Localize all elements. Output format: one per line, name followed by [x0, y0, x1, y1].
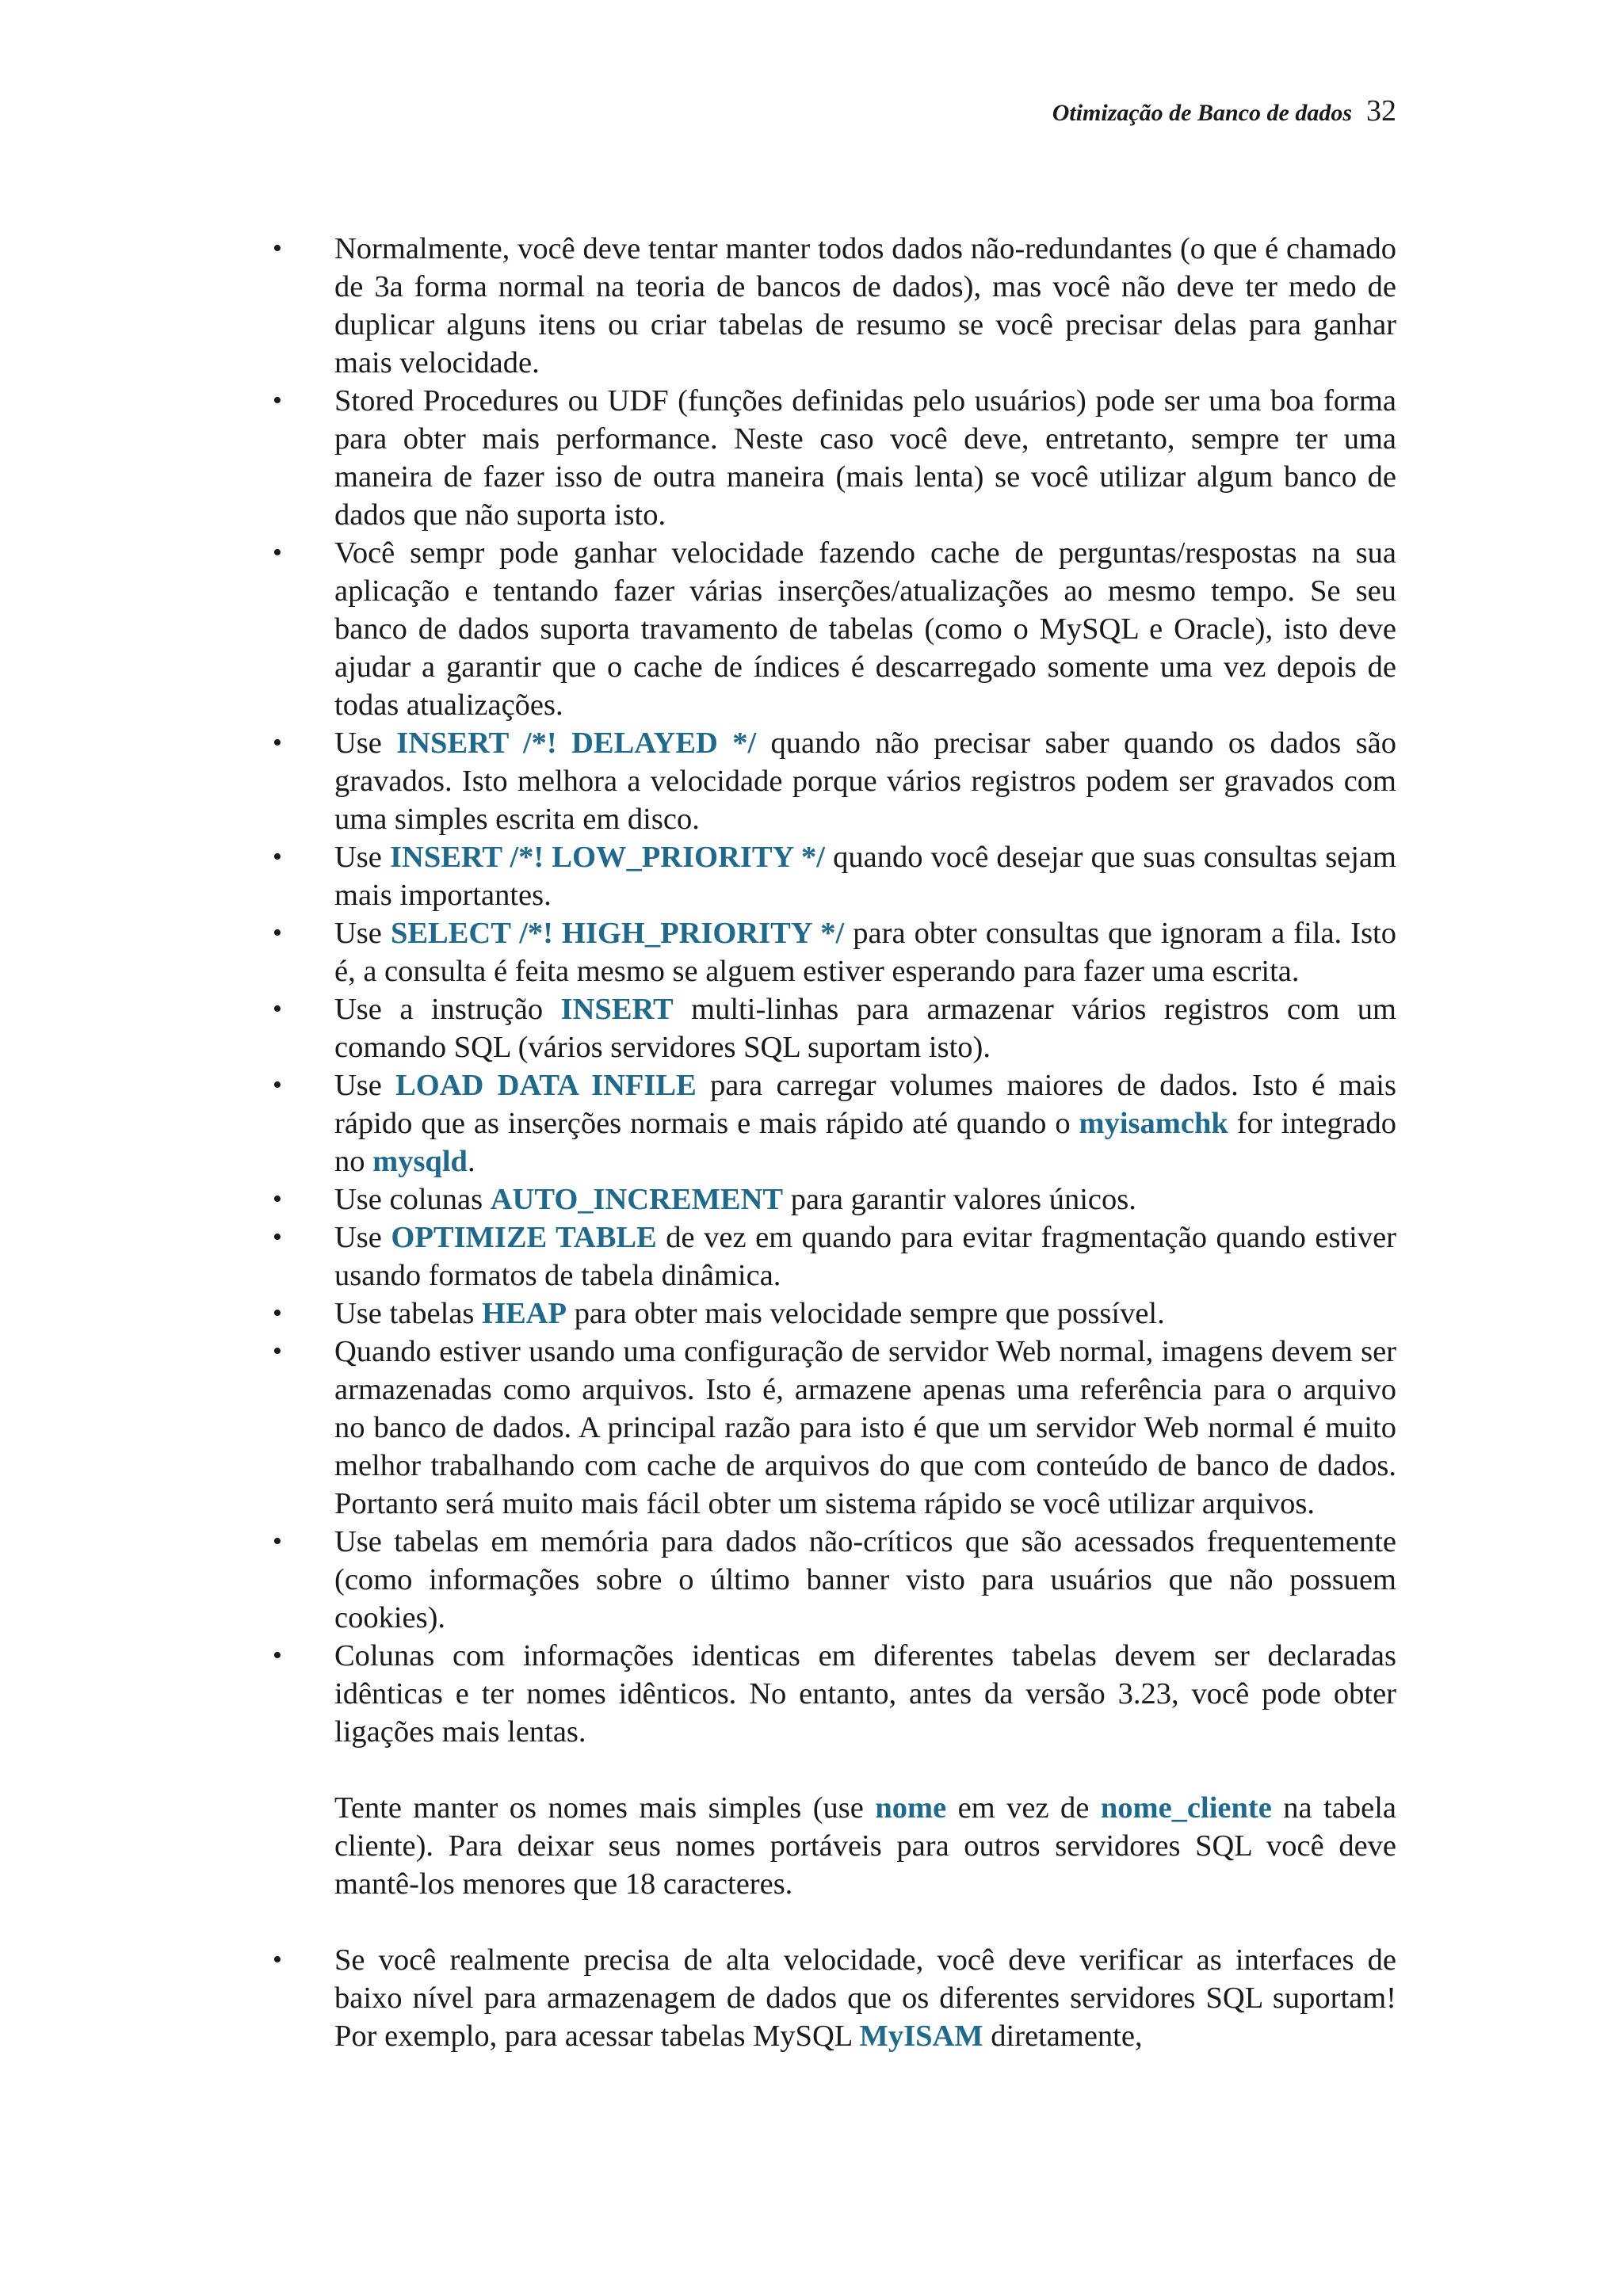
- bullet-icon: •: [273, 538, 282, 567]
- text-run: Use: [334, 1221, 391, 1254]
- sql-keyword: LOAD DATA INFILE: [395, 1069, 697, 1102]
- bullet-icon: •: [273, 994, 282, 1024]
- list-item: [262, 724, 1396, 838]
- text-run: Tente manter os nomes mais simples (use: [334, 1791, 876, 1825]
- text-run: Você sempr pode ganhar velocidade fazendo cache de perguntas/respostas na sua aplicação e tentando fazer várias inserções/atualizações ao mesmo tempo. Se seu banco de dados suporta travamento de tabelas (como o MySQL e Oracle), isto deve ajudar a garantir que o cache de índices é descarregado somente uma vez depois de todas atualizações.: [334, 536, 1396, 722]
- sql-keyword: SELECT /*! HIGH_PRIORITY */: [390, 917, 845, 950]
- running-header-title: Otimização de Banco de dados: [1052, 100, 1352, 126]
- sql-keyword: HEAP: [482, 1297, 567, 1330]
- list-item: [262, 838, 1396, 914]
- text-run: Use tabelas: [334, 1297, 483, 1330]
- text-run: para garantir valores únicos.: [783, 1183, 1136, 1216]
- list-item: [262, 1523, 1396, 1637]
- bullet-icon: •: [273, 386, 282, 415]
- list-item: [262, 1180, 1396, 1219]
- sql-keyword: MyISAM: [859, 2019, 983, 2053]
- list-item: [262, 1637, 1396, 1751]
- list-item: [262, 1295, 1396, 1333]
- text-run: .: [467, 1145, 475, 1178]
- list-item: [262, 914, 1396, 990]
- list-item: [262, 1941, 1396, 2055]
- bullet-list-continued: [262, 1941, 1396, 2055]
- bullet-icon: •: [273, 1222, 282, 1252]
- text-run: quando não precisar saber quando os dados são gravados. Isto melhora a velocidade porque vários registros podem ser gravados com uma simples escrita em disco.: [334, 727, 1396, 836]
- page-body: [262, 230, 1396, 2055]
- bullet-icon: •: [273, 918, 282, 948]
- bullet-list: [262, 230, 1396, 1751]
- text-run: Stored Procedures ou UDF (funções definidas pelo usuários) pode ser uma boa forma para obter mais performance. Neste caso você deve, entretanto, sempre ter uma maneira de fazer isso de outra maneira (mais lenta) se você utilizar algum banco de dados que não suporta isto.: [334, 384, 1396, 532]
- list-item: [262, 1219, 1396, 1295]
- bullet-icon: •: [273, 842, 282, 871]
- list-item: [262, 534, 1396, 724]
- sql-keyword: nome_cliente: [1100, 1791, 1272, 1825]
- text-run: Use tabelas em memória para dados não-críticos que são acessados frequentemente (como informações sobre o último banner visto para usuários que não possuem cookies).: [334, 1525, 1396, 1634]
- bullet-icon: •: [273, 1945, 282, 1974]
- sql-keyword: myisamchk: [1079, 1107, 1228, 1140]
- text-run: for integrado no: [334, 1107, 1396, 1178]
- bullet-icon: •: [273, 1070, 282, 1100]
- page-number: 32: [1366, 94, 1396, 128]
- text-run: multi-linhas para armazenar vários registros com um comando SQL (vários servidores SQL suportam isto).: [334, 993, 1396, 1064]
- bullet-icon: •: [273, 1527, 282, 1556]
- text-run: Use: [334, 727, 397, 760]
- list-item: [262, 230, 1396, 382]
- sql-keyword: mysqld: [372, 1145, 468, 1178]
- text-run: Use: [334, 841, 391, 874]
- text-run: Use: [334, 917, 391, 950]
- text-run: Normalmente, você deve tentar manter todos dados não-redundantes (o que é chamado de 3a forma normal na teoria de bancos de dados), mas você não deve ter medo de duplicar alguns itens ou criar tabelas de resumo se você precisar delas para ganhar mais velocidade.: [334, 232, 1396, 379]
- sql-keyword: INSERT /*! LOW_PRIORITY */: [390, 841, 825, 874]
- page-header: [1052, 93, 1396, 128]
- list-item: [262, 1333, 1396, 1523]
- bullet-icon: •: [273, 1184, 282, 1214]
- sql-keyword: AUTO_INCREMENT: [490, 1183, 784, 1216]
- text-run: Use colunas: [334, 1183, 491, 1216]
- text-run: Colunas com informações identicas em diferentes tabelas devem ser declaradas idênticas e ter nomes idênticos. No entanto, antes da versão 3.23, você pode obter ligações mais lentas.: [334, 1639, 1396, 1749]
- text-run: para obter consultas que ignoram a fila. Isto é, a consulta é feita mesmo se alguem estiver esperando para fazer uma escrita.: [334, 917, 1396, 988]
- sql-keyword: INSERT /*! DELAYED */: [396, 727, 757, 760]
- bullet-icon: •: [273, 234, 282, 263]
- sql-keyword: nome: [875, 1791, 947, 1825]
- list-item: [262, 382, 1396, 534]
- note-paragraph: [262, 1789, 1396, 1903]
- text-run: Quando estiver usando uma configuração de servidor Web normal, imagens devem ser armazenadas como arquivos. Isto é, armazene apenas uma referência para o arquivo no banco de dados. A principal razão para isto é que um servidor Web normal é muito melhor trabalhando com cache de arquivos do que com conteúdo de banco de dados. Portanto será muito mais fácil obter um sistema rápido se você utilizar arquivos.: [334, 1335, 1396, 1520]
- text-run: diretamente,: [983, 2019, 1143, 2053]
- bullet-icon: •: [273, 1641, 282, 1670]
- sql-keyword: INSERT: [560, 993, 674, 1026]
- text-run: Use a instrução: [334, 993, 561, 1026]
- text-run: quando você desejar que suas consultas sejam mais importantes.: [334, 841, 1396, 912]
- text-run: Se você realmente precisa de alta velocidade, você deve verificar as interfaces de baixo nível para armazenagem de dados que os diferentes servidores SQL suportam! Por exemplo, para acessar tabelas MySQL: [334, 1943, 1396, 2053]
- bullet-icon: •: [273, 1299, 282, 1328]
- text-run: de vez em quando para evitar fragmentação quando estiver usando formatos de tabela dinâmica.: [334, 1221, 1397, 1292]
- text-run: para obter mais velocidade sempre que possível.: [566, 1297, 1165, 1330]
- text-run: para carregar volumes maiores de dados. Isto é mais rápido que as inserções normais e mais rápido até quando o: [334, 1069, 1396, 1140]
- list-item: [262, 990, 1396, 1066]
- text-run: em vez de: [946, 1791, 1101, 1825]
- bullet-icon: •: [273, 728, 282, 757]
- text-run: Use: [334, 1069, 396, 1102]
- list-item: [262, 1066, 1396, 1180]
- bullet-icon: •: [273, 1337, 282, 1366]
- text-run: na tabela cliente). Para deixar seus nomes portáveis para outros servidores SQL você deve mantê-los menores que 18 caracteres.: [334, 1791, 1397, 1901]
- sql-keyword: OPTIMIZE TABLE: [391, 1221, 657, 1254]
